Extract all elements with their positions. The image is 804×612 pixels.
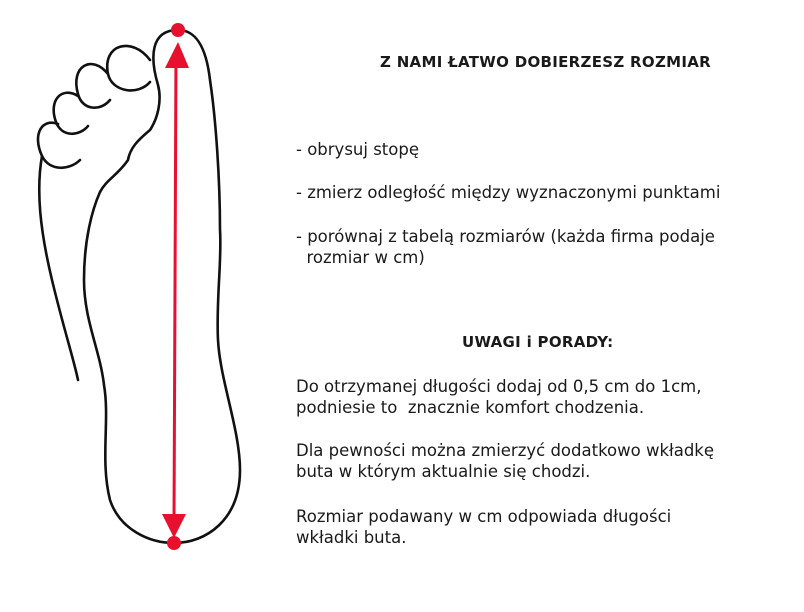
page-title: Z NAMI ŁATWO DOBIERZESZ ROZMIAR	[380, 53, 712, 71]
toe-3	[76, 64, 110, 108]
arrow-head-bottom	[162, 514, 186, 538]
toe-4	[54, 93, 88, 134]
measure-line	[174, 50, 176, 524]
tip-paragraph: Dla pewności można zmierzyć dodatkowo wkładkę buta w którym aktualnie się chodzi.	[296, 441, 715, 481]
step-item: - obrysuj stopę	[296, 140, 419, 159]
foot-outline-icon	[38, 30, 240, 543]
measure-point-bottom	[167, 536, 181, 550]
tips-heading: UWAGI i PORADY:	[462, 333, 614, 351]
double-arrow-icon	[162, 23, 189, 550]
lateral-edge	[39, 156, 78, 380]
step-item: - zmierz odległość między wyznaczonymi punktami	[296, 183, 721, 202]
step-item: - porównaj z tabelą rozmiarów (każda firma podaje rozmiar w cm)	[296, 227, 715, 267]
tip-paragraph: Do otrzymanej długości dodaj od 0,5 cm do 1cm, podniesie to znacznie komfort chodzenia.	[296, 377, 702, 417]
measure-point-top	[171, 23, 185, 37]
foot-diagram	[0, 0, 300, 612]
arrow-head-top	[165, 42, 189, 68]
tip-paragraph: Rozmiar podawany w cm odpowiada długości wkładki buta.	[296, 507, 672, 547]
toe-2	[107, 46, 150, 90]
sole-outline	[84, 30, 240, 543]
